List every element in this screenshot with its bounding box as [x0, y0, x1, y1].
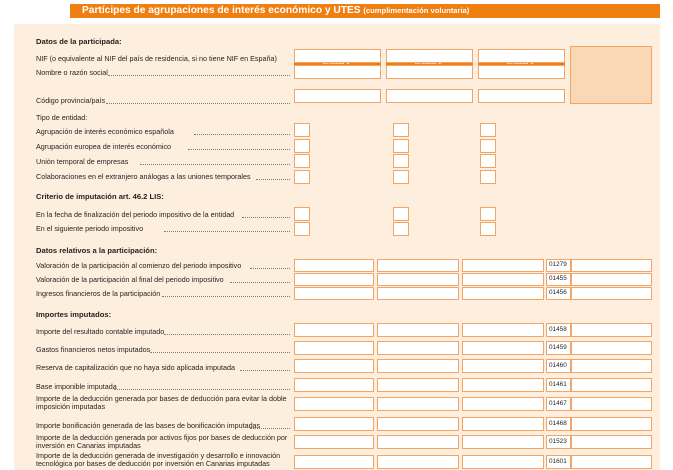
reserva-capitalizacion-entidad-3[interactable]: [462, 359, 544, 373]
heading-datos-participada: Datos de la participada:: [36, 37, 122, 46]
section-title: Partícipes de agrupaciones de interés económico y UTES: [82, 5, 361, 16]
nif-entidad-1[interactable]: [294, 49, 381, 63]
heading-tipo-entidad: Tipo de entidad:: [36, 113, 88, 122]
dot-leader: [140, 164, 290, 165]
label-deduccion-idi-canarias: Importe de la deducción generada de investigación y desarrollo e innovación tecnológica por bases de deducción por inversión en Canarias imputadas: [36, 451, 281, 468]
dot-leader: [162, 296, 290, 297]
nombre-entidad-2[interactable]: [386, 65, 473, 79]
ingresos-financieros-total[interactable]: [571, 287, 652, 300]
code-01468: 01468: [546, 417, 571, 431]
codigo-entidad-1[interactable]: [294, 89, 381, 103]
ingresos-financieros-entidad-2[interactable]: [377, 287, 459, 300]
deduccion-activos-canarias-entidad-2[interactable]: [377, 435, 459, 449]
dot-leader: [240, 370, 290, 371]
resultado-contable-entidad-2[interactable]: [377, 323, 459, 337]
checkbox-criterio-fecha-1[interactable]: [294, 207, 310, 221]
participacion-comienzo-entidad-1[interactable]: [294, 259, 374, 272]
deduccion-idi-canarias-entidad-2[interactable]: [377, 455, 459, 469]
dot-leader: [106, 103, 290, 104]
label-tipo-aie: Agrupación de interés económico española: [36, 127, 174, 136]
resultado-contable-total[interactable]: [571, 323, 652, 337]
label-criterio-siguiente: En el siguiente periodo impositivo: [36, 224, 144, 233]
checkbox-extranjero-1[interactable]: [294, 170, 310, 184]
checkbox-aie-1[interactable]: [294, 123, 310, 137]
label-base-imponible: Base imponible imputada: [36, 382, 117, 391]
dot-leader: [194, 134, 290, 135]
dot-leader: [164, 231, 290, 232]
gastos-financieros-entidad-3[interactable]: [462, 341, 544, 355]
code-01459: 01459: [546, 341, 571, 355]
deduccion-activos-canarias-entidad-1[interactable]: [294, 435, 374, 449]
label-tipo-extranjero: Colaboraciones en el extranjero análogas a las uniones temporales: [36, 172, 251, 181]
deduccion-idi-canarias-entidad-3[interactable]: [462, 455, 544, 469]
base-imponible-entidad-2[interactable]: [377, 378, 459, 392]
label-bonificacion: Importe bonificación generada de las bases de bonificación imputadas: [36, 421, 261, 430]
bonificacion-entidad-1[interactable]: [294, 417, 374, 431]
participacion-comienzo-total[interactable]: [571, 259, 652, 272]
deduccion-idi-canarias-total[interactable]: [571, 455, 652, 469]
checkbox-aie-3[interactable]: [480, 123, 496, 137]
participacion-final-entidad-2[interactable]: [377, 273, 459, 286]
gastos-financieros-entidad-1[interactable]: [294, 341, 374, 355]
checkbox-criterio-siguiente-3[interactable]: [480, 222, 496, 236]
checkbox-extranjero-3[interactable]: [480, 170, 496, 184]
bonificacion-entidad-2[interactable]: [377, 417, 459, 431]
code-01601: 01601: [546, 455, 571, 469]
dot-leader: [250, 428, 290, 429]
section-header: [70, 4, 660, 18]
nif-entidad-2[interactable]: [386, 49, 473, 63]
checkbox-criterio-fecha-3[interactable]: [480, 207, 496, 221]
dot-leader: [230, 282, 290, 283]
reserva-capitalizacion-entidad-1[interactable]: [294, 359, 374, 373]
section-subtitle: (cumplimentación voluntaria): [363, 6, 470, 15]
label-ingresos-financieros: Ingresos financieros de la participación: [36, 289, 161, 298]
checkbox-ute-2[interactable]: [393, 154, 409, 168]
deduccion-doble-imposicion-entidad-2[interactable]: [377, 397, 459, 411]
deduccion-doble-imposicion-entidad-3[interactable]: [462, 397, 544, 411]
nombre-entidad-3[interactable]: [478, 65, 565, 79]
participacion-comienzo-entidad-3[interactable]: [462, 259, 544, 272]
label-codigo: Código provincia/país: [36, 96, 106, 105]
checkbox-criterio-siguiente-2[interactable]: [393, 222, 409, 236]
code-01279: 01279: [546, 259, 571, 272]
dot-leader: [108, 75, 290, 76]
participacion-final-entidad-3[interactable]: [462, 273, 544, 286]
code-01458: 01458: [546, 323, 571, 337]
checkbox-aeie-3[interactable]: [480, 139, 496, 153]
checkbox-aeie-2[interactable]: [393, 139, 409, 153]
ingresos-financieros-entidad-1[interactable]: [294, 287, 374, 300]
deduccion-idi-canarias-entidad-1[interactable]: [294, 455, 374, 469]
code-01461: 01461: [546, 378, 571, 392]
checkbox-aeie-1[interactable]: [294, 139, 310, 153]
gastos-financieros-entidad-2[interactable]: [377, 341, 459, 355]
codigo-entidad-3[interactable]: [478, 89, 565, 103]
ingresos-financieros-entidad-3[interactable]: [462, 287, 544, 300]
nombre-entidad-1[interactable]: [294, 65, 381, 79]
checkbox-criterio-fecha-2[interactable]: [393, 207, 409, 221]
resultado-contable-entidad-3[interactable]: [462, 323, 544, 337]
dot-leader: [256, 179, 290, 180]
form-panel: [14, 24, 660, 470]
label-criterio-fecha: En la fecha de finalización del periodo impositivo de la entidad: [36, 210, 235, 219]
dot-leader: [164, 334, 290, 335]
code-01456: 01456: [546, 287, 571, 300]
label-nif: NIF (o equivalente al NIF del país de residencia, si no tiene NIF en España): [36, 54, 277, 63]
dot-leader: [250, 268, 290, 269]
participacion-final-total[interactable]: [571, 273, 652, 286]
checkbox-extranjero-2[interactable]: [393, 170, 409, 184]
code-01455: 01455: [546, 273, 571, 286]
label-participacion-comienzo: Valoración de la participación al comienzo del periodo impositivo: [36, 261, 242, 270]
label-gastos-financieros: Gastos financieros netos imputados: [36, 345, 151, 354]
label-tipo-aeie: Agrupación europea de interés económico: [36, 142, 172, 151]
participacion-final-entidad-1[interactable]: [294, 273, 374, 286]
label-deduccion-doble-imposicion: Importe de la deducción generada por bases de deducción para evitar la doble imposición imputadas: [36, 394, 287, 411]
label-resultado-contable: Importe del resultado contable imputado: [36, 327, 165, 336]
code-01460: 01460: [546, 359, 571, 373]
code-01467: 01467: [546, 397, 571, 411]
heading-participacion: Datos relativos a la participación:: [36, 246, 158, 255]
reserva-capitalizacion-total[interactable]: [571, 359, 652, 373]
dot-leader: [188, 149, 290, 150]
resultado-contable-entidad-1[interactable]: [294, 323, 374, 337]
checkbox-ute-3[interactable]: [480, 154, 496, 168]
heading-importes: Importes imputados:: [36, 310, 112, 319]
checkbox-ute-1[interactable]: [294, 154, 310, 168]
gastos-financieros-total[interactable]: [571, 341, 652, 355]
deduccion-doble-imposicion-total[interactable]: [571, 397, 652, 411]
base-imponible-entidad-1[interactable]: [294, 378, 374, 392]
bonificacion-entidad-3[interactable]: [462, 417, 544, 431]
label-participacion-final: Valoración de la participación al final del periodo impositivo: [36, 275, 224, 284]
base-imponible-entidad-3[interactable]: [462, 378, 544, 392]
bonificacion-total[interactable]: [571, 417, 652, 431]
checkbox-criterio-siguiente-1[interactable]: [294, 222, 310, 236]
reserva-capitalizacion-entidad-2[interactable]: [377, 359, 459, 373]
checkbox-aie-2[interactable]: [393, 123, 409, 137]
total-datos-box: [570, 46, 652, 104]
code-01523: 01523: [546, 435, 571, 449]
deduccion-activos-canarias-total[interactable]: [571, 435, 652, 449]
deduccion-doble-imposicion-entidad-1[interactable]: [294, 397, 374, 411]
label-reserva-capitalizacion: Reserva de capitalización que no haya sido aplicada imputada: [36, 363, 235, 372]
dot-leader: [150, 352, 290, 353]
label-tipo-ute: Unión temporal de empresas: [36, 157, 129, 166]
deduccion-activos-canarias-entidad-3[interactable]: [462, 435, 544, 449]
dot-leader: [114, 389, 290, 390]
label-deduccion-activos-canarias: Importe de la deducción generada por activos fijos por bases de deducción por inversión en Canarias imputadas: [36, 433, 288, 450]
heading-criterio: Criterio de imputación art. 46.2 LIS:: [36, 192, 164, 201]
nif-entidad-3[interactable]: [478, 49, 565, 63]
base-imponible-total[interactable]: [571, 378, 652, 392]
label-nombre: Nombre o razón social: [36, 68, 108, 77]
participacion-comienzo-entidad-2[interactable]: [377, 259, 459, 272]
dot-leader: [242, 217, 290, 218]
codigo-entidad-2[interactable]: [386, 89, 473, 103]
